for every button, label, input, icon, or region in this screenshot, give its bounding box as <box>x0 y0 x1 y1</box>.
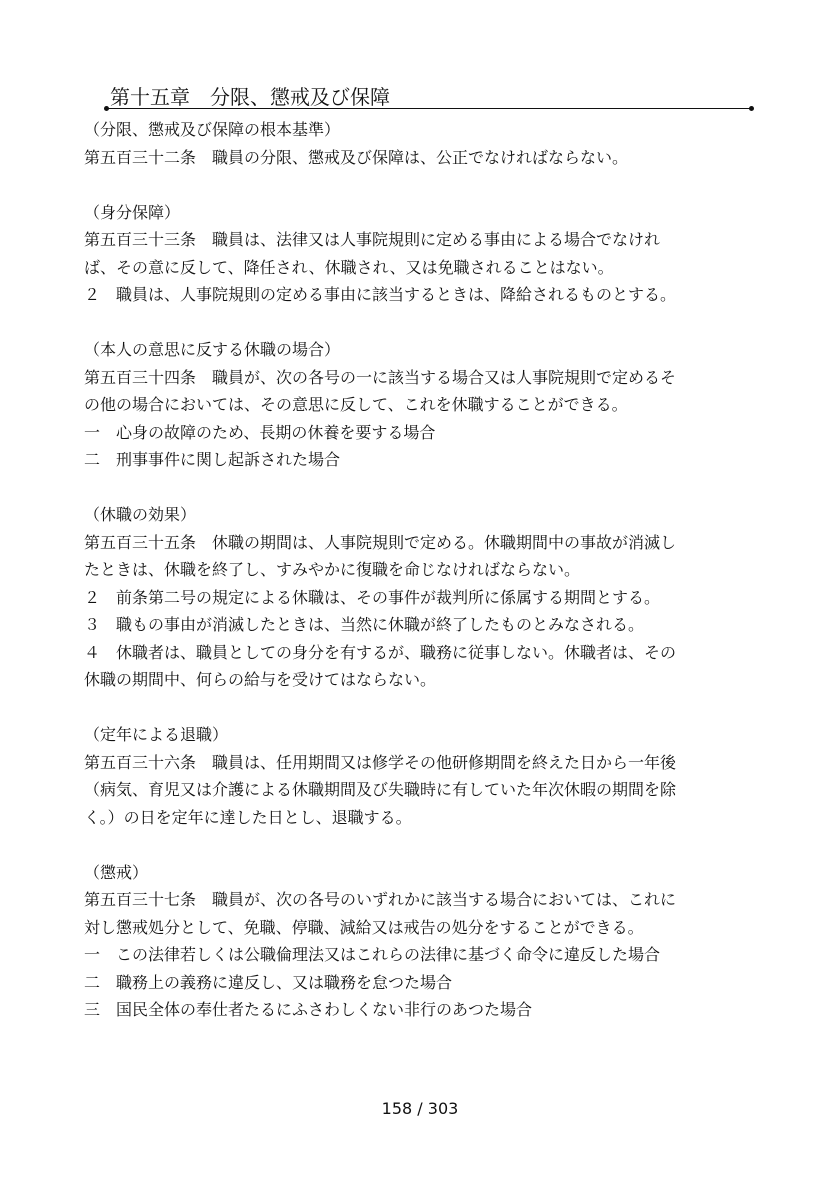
blank-line <box>84 171 764 199</box>
text-line: 三 国民全体の奉仕者たるにふさわしくない非行のあつた場合 <box>84 1000 533 1019</box>
text-line: 第五百三十五条 休職の期間は、人事院規則で定める。休職期間中の事故が消滅し <box>84 532 677 552</box>
text-line: の他の場合においては、その意思に反して、これを休職することができる。 <box>84 395 628 414</box>
text-line: ４ 休職者は、職員としての身分を有するが、職務に従事しない。休職者は、その <box>84 642 677 662</box>
text-line: （休職の効果） <box>84 505 197 524</box>
text-line: （分限、懲戒及び保障の根本基準） <box>84 120 341 139</box>
text-line: 第五百三十三条 職員は、法律又は人事院規則に定める事由による場合でなけれ <box>84 230 661 249</box>
blank-line <box>84 694 764 722</box>
text-line: く。）の日を定年に達した日とし、退職する。 <box>84 807 412 827</box>
text-line: 第五百三十七条 職員が、次の各号のいずれかに該当する場合においては、これに <box>84 890 677 909</box>
chapter-underline <box>106 108 752 109</box>
text-line: （懲戒） <box>84 862 149 882</box>
text-line: 休職の期間中、何らの給与を受けてはならない。 <box>84 670 437 689</box>
blank-line <box>84 474 764 502</box>
text-line: 二 刑事事件に関し起訴された場合 <box>84 450 341 469</box>
text-line: 対し懲戒処分として、免職、停職、減給又は戒告の処分をすることができる。 <box>84 917 644 937</box>
text-line: ２ 職員は、人事院規則の定める事由に該当するときは、降給されるものとする。 <box>84 285 677 304</box>
chapter-title: 第十五章 分限、懲戒及び保障 <box>110 85 390 109</box>
underline-dot-left <box>104 106 109 111</box>
underline-dot-right <box>749 106 754 111</box>
text-line: ３ 職もの事由が消滅したときは、当然に休職が終了したものとみなされる。 <box>84 615 645 634</box>
text-line: 第五百三十四条 職員が、次の各号の一に該当する場合又は人事院規則で定めるそ <box>84 367 677 387</box>
blank-line <box>84 831 764 859</box>
text-line: たときは、休職を終了し、すみやかに復職を命じなければならない。 <box>84 560 581 579</box>
text-line: ２ 前条第二号の規定による休職は、その事件が裁判所に係属する期間とする。 <box>84 587 661 607</box>
text-line: （定年による退職） <box>84 725 229 744</box>
text-line: 一 この法律若しくは公職倫理法又はこれらの法律に基づく命令に違反した場合 <box>84 945 661 964</box>
text-line: （本人の意思に反する休職の場合） <box>84 340 341 359</box>
blank-line <box>84 309 764 337</box>
page-number: 158 / 303 <box>381 1099 459 1118</box>
text-line: 第五百三十六条 職員は、任用期間又は修学その他研修期間を終えた日から一年後 <box>84 752 677 772</box>
body-text <box>84 116 764 1024</box>
text-line: 第五百三十二条 職員の分限、懲戒及び保障は、公正でなければならない。 <box>84 147 629 167</box>
text-line: （身分保障） <box>84 202 181 222</box>
text-line: 一 心身の故障のため、長期の休養を要する場合 <box>84 422 436 442</box>
text-line: （病気、育児又は介護による休職期間及び失職時に有していた年次休暇の期間を除 <box>84 780 677 799</box>
text-line: ば、その意に反して、降任され、休職され、又は免職されることはない。 <box>84 257 614 277</box>
text-line: 二 職務上の義務に違反し、又は職務を怠つた場合 <box>84 972 453 992</box>
